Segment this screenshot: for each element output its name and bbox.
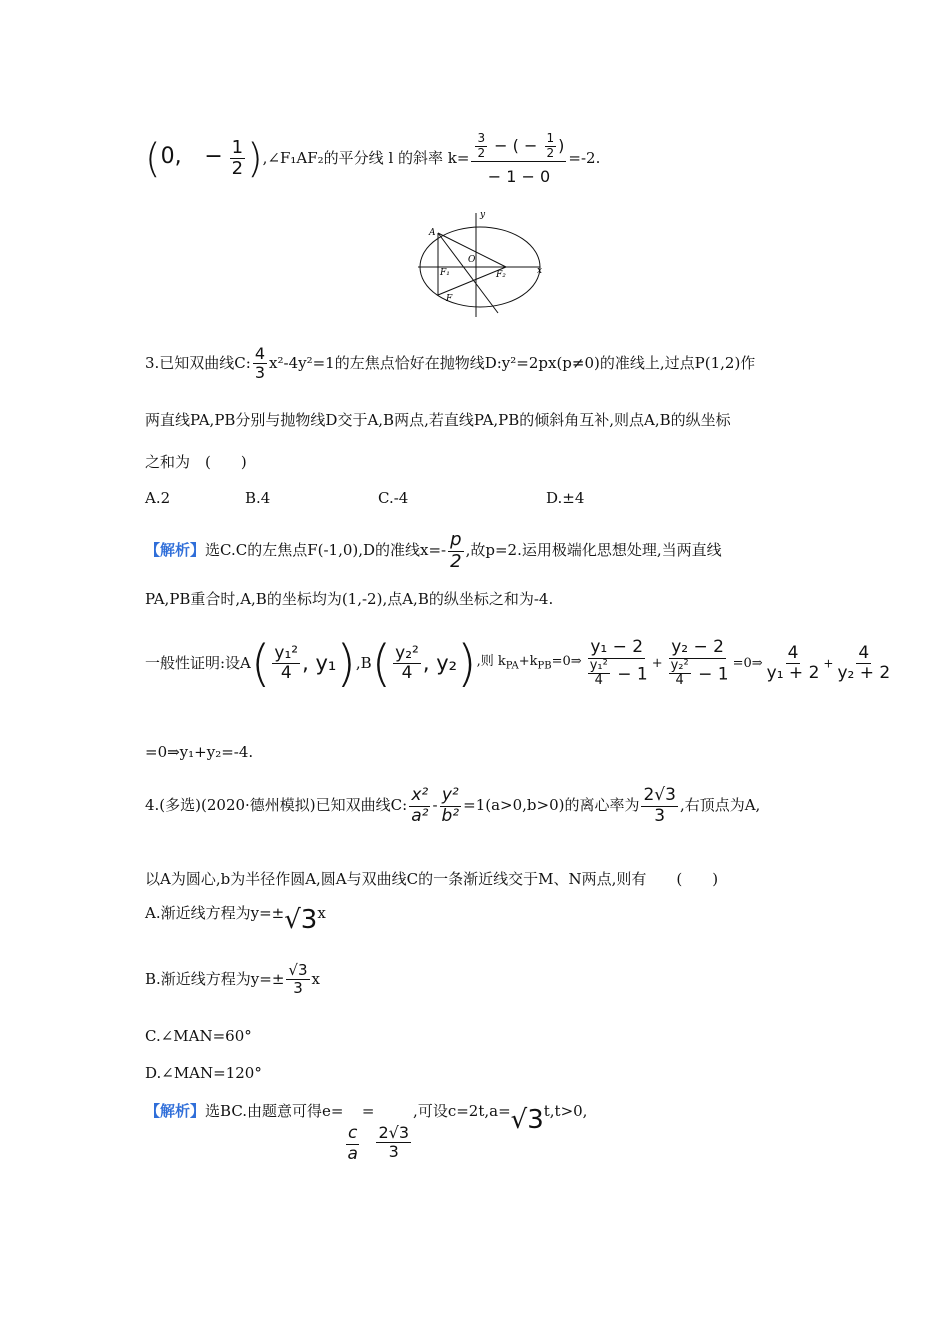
q3-option-b: B.4 (245, 489, 271, 507)
a4-line1: 【解析】选BC.由题意可得e= $\frac{c}{a}$ = $\frac{2√3}{3}$ ,可设c=2t,a=√3t,t>0, (145, 1102, 588, 1164)
q4-option-c: C.∠MAN=60° (145, 1027, 252, 1045)
slope-fraction: $\frac{3}{2}$ − ( − $\frac{1}{2}$ ) − 1 − 0 (471, 132, 566, 186)
ellipse-figure (410, 205, 550, 320)
q4-line1: 4.(多选)(2020·德州模拟)已知双曲线C: $\frac{\text{x²}}{\text{a²}}$ - $\frac{\text{y²}}{\text{b²}}$ =1(a>0,b>0)的离心率为 $\frac{2√3}{3}$ ,右顶点为A, (145, 785, 761, 826)
eccentricity-fraction: $\frac{2√3}{3}$ (643, 785, 676, 826)
q3-line3: 之和为 ( ) (145, 453, 247, 471)
answer-tag-4: 【解析】 (145, 1102, 206, 1120)
q3-option-c: C.-4 (378, 489, 409, 507)
answer-tag: 【解析】 (145, 541, 206, 560)
q3-line1: 3.已知双曲线C: $\frac{4}{3}$ x²-4y²=1的左焦点恰好在抛物线D:y²=2px(p≠0)的准线上,过点P(1,2)作 (145, 344, 756, 383)
q3-fraction: $\frac{4}{3}$ (254, 344, 266, 383)
q4-line2: 以A为圆心,b为半径作圆A,圆A与双曲线C的一条渐近线交于M、N两点,则有 ( ) (145, 870, 719, 888)
label-x: x (537, 266, 543, 276)
label-f1: F₁ (440, 268, 450, 278)
q3-option-a: A.2 (145, 489, 171, 507)
q3-option-d: D.±4 (546, 489, 585, 507)
q3-line2: 两直线PA,PB分别与抛物线D交于A,B两点,若直线PA,PB的倾斜角互补,则点A,B的纵坐标 (145, 411, 731, 429)
q4-option-a: A.渐近线方程为y=±√3x (145, 904, 326, 935)
a3-line2: PA,PB重合时,A,B的坐标均为(1,-2),点A,B的纵坐标之和为-4. (145, 590, 554, 608)
label-a: A (429, 228, 436, 238)
label-o: O (468, 255, 476, 265)
slope-line (145, 132, 600, 186)
label-f2: F₂ (496, 270, 506, 280)
a3-final: =0⇒y₁+y₂=-4. (145, 743, 254, 761)
right-paren: ) (247, 135, 263, 182)
point-sign: − (204, 143, 223, 169)
point-x: 0, (160, 143, 182, 169)
a3-line1: 【解析】选C.C的左焦点F(-1,0),D的准线x=- $\frac{p}{2}$ ,故p=2.运用极端化思想处理,当两直线 (145, 529, 722, 572)
point-y-fraction: $\frac{1}{2}$ (231, 136, 244, 180)
label-y: y (480, 210, 486, 220)
q4-option-b: B.渐近线方程为y=± $\frac{√3}{3}$ x (145, 961, 320, 998)
a3-proof: 一般性证明:设A( $\frac{\text{y₁²}}{4}$ , y₁),B( $\frac{\text{y₂²}}{4}$ , y₂),则 $k_{PA}+k_{PB}=0\Rightarrow$ y₁ − 2 $\frac{\text{y₁²}}{4}$ − 1 + y₂ − 2 $\frac{\text{y₂²}}{4}$ − 1 =0⇒ $\frac{4}{\text{y₁ + 2}}$ + $\frac{4}{\text{y₂ + 2}}$ (145, 634, 891, 693)
q4-option-d: D.∠MAN=120° (145, 1064, 262, 1082)
label-f: F (446, 294, 453, 304)
slope-result: =-2. (568, 148, 601, 167)
bisector-text: ,∠F₁AF₂的平分线 l 的斜率 k= (262, 148, 470, 167)
left-paren: ( (145, 135, 161, 182)
